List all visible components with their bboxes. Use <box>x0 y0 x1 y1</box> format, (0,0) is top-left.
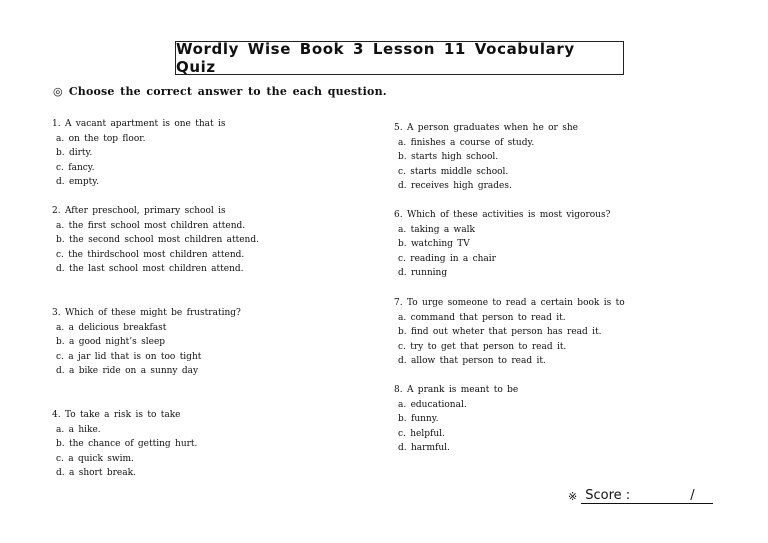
answer-option: c. try to get that person to read it. <box>398 341 567 352</box>
answer-option: c. the thirdschool most children attend. <box>56 249 245 260</box>
answer-option: a. on the top floor. <box>56 133 146 144</box>
answer-option: a. command that person to read it. <box>398 312 566 323</box>
answer-option: b. watching TV <box>398 239 470 250</box>
answer-option: b. find out wheter that person has read it. <box>398 327 602 338</box>
answer-option: d. a short break. <box>56 468 136 479</box>
answer-option: b. a good night’s sleep <box>56 337 166 348</box>
answer-option: c. a quick swim. <box>56 453 134 464</box>
answer-option: a. a hike. <box>56 424 101 435</box>
answer-option: c. reading in a chair <box>398 253 496 264</box>
instruction-text: Choose the correct answer to the each question. <box>68 85 387 98</box>
question-stem: 7. To urge someone to read a certain book is to <box>394 298 625 308</box>
question-5 <box>394 121 578 194</box>
answer-option: d. harmful. <box>398 443 450 454</box>
answer-option: a. taking a walk <box>398 224 475 235</box>
reference-mark-icon: ※ <box>568 490 578 503</box>
question-stem: 4. To take a risk is to take <box>52 410 181 420</box>
question-stem: 5. A person graduates when he or she <box>394 123 578 133</box>
answer-option: b. starts high school. <box>398 152 499 163</box>
answer-option: d. allow that person to read it. <box>398 356 546 367</box>
score-slash: / <box>690 488 695 503</box>
answer-option: a. educational. <box>398 399 467 410</box>
question-3 <box>52 306 241 379</box>
question-stem: 8. A prank is meant to be <box>394 385 519 395</box>
instruction <box>53 85 387 98</box>
answer-option: a. finishes a course of study. <box>398 137 535 148</box>
question-7 <box>394 296 625 369</box>
answer-option: d. receives high grades. <box>398 181 512 192</box>
question-2 <box>52 204 259 277</box>
question-4 <box>52 408 197 481</box>
question-8 <box>394 383 518 456</box>
answer-option: d. the last school most children attend. <box>56 264 244 275</box>
score-line[interactable] <box>581 487 713 504</box>
answer-option: a. a delicious breakfast <box>56 322 167 333</box>
instruction-bullet-icon: ◎ <box>53 85 63 98</box>
answer-option: d. empty. <box>56 177 99 188</box>
quiz-title: Wordly Wise Book 3 Lesson 11 Vocabulary Quiz <box>175 41 624 75</box>
question-stem: 2. After preschool, primary school is <box>52 206 226 216</box>
question-stem: 1. A vacant apartment is one that is <box>52 119 226 129</box>
question-stem: 6. Which of these activities is most vigorous? <box>394 210 611 220</box>
answer-option: b. the second school most children attend. <box>56 235 259 246</box>
answer-option: d. a bike ride on a sunny day <box>56 366 199 377</box>
answer-option: c. a jar lid that is on too tight <box>56 351 202 362</box>
answer-option: b. the chance of getting hurt. <box>56 439 198 450</box>
question-1 <box>52 117 226 190</box>
answer-option: c. helpful. <box>398 428 445 439</box>
score-label: Score : <box>585 488 631 503</box>
answer-option: c. starts middle school. <box>398 166 509 177</box>
answer-option: b. funny. <box>398 414 439 425</box>
answer-option: c. fancy. <box>56 162 95 173</box>
question-stem: 3. Which of these might be frustrating? <box>52 308 241 318</box>
question-6 <box>394 208 610 281</box>
answer-option: a. the first school most children attend. <box>56 220 246 231</box>
answer-option: d. running <box>398 268 448 279</box>
score-field <box>568 487 713 504</box>
answer-option: b. dirty. <box>56 148 93 159</box>
